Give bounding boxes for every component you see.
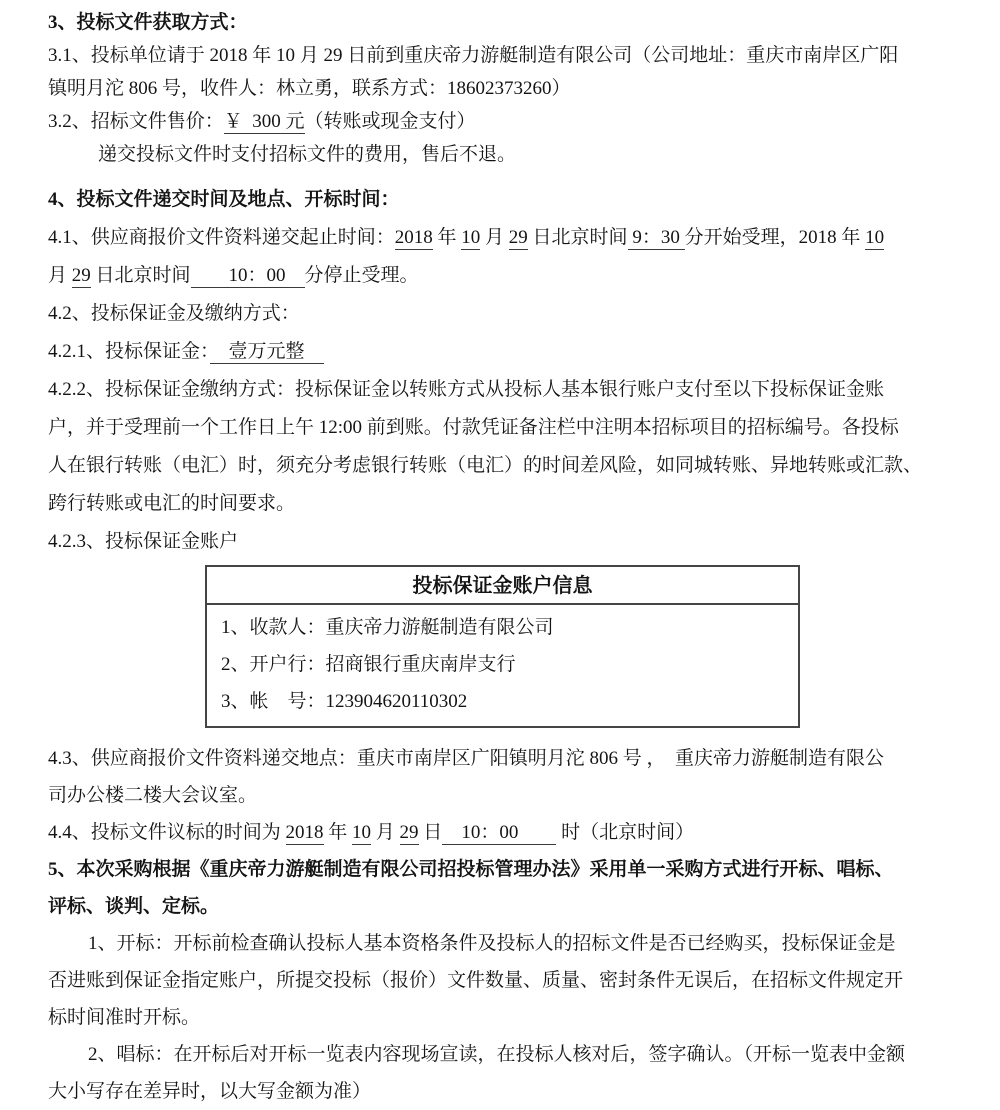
- month-underlined-value: 10: [865, 227, 885, 248]
- section-3-heading: 3、投标文件获取方式：: [48, 12, 248, 33]
- section-4: [48, 181, 964, 561]
- para-4-2: 4.2、投标保证金及缴纳方式：: [48, 303, 300, 324]
- para-4-2-2-line-3: 人在银行转账（电汇）时，须充分考虑银行转账（电汇）的时间差风险，如同城转账、异地转账或汇款、: [48, 455, 923, 476]
- text-segment: 日: [418, 822, 443, 843]
- text-segment: 时（北京时间）: [556, 822, 695, 843]
- text-segment: 月: [480, 227, 509, 248]
- text-segment: 3.2、招标文件售价：: [48, 111, 224, 132]
- text-segment: 日北京时间: [90, 265, 191, 286]
- deposit-account-table-title: 投标保证金账户信息: [207, 567, 798, 605]
- end-time-underlined-value: 10：00: [190, 265, 305, 286]
- text-segment: （转账或现金支付）: [304, 111, 476, 132]
- para-4-3-line-2: 司办公楼二楼大会议室。: [48, 785, 258, 806]
- day-underlined-value: 29: [508, 227, 528, 248]
- month-underlined-value: 10: [461, 227, 481, 248]
- para-5-1-line-2: 否进账到保证金指定账户，所提交投标（报价）文件数量、质量、密封条件无误后，在招标文件规定开: [48, 970, 904, 991]
- text-segment: 分开始受理，2018 年: [684, 227, 866, 248]
- deposit-account-table: [205, 565, 800, 728]
- text-segment: 分停止受理。: [304, 265, 419, 286]
- text-segment: 日北京时间: [527, 227, 628, 248]
- para-5-2-line-2: 大小写存在差异时，以大写金额为准）: [48, 1081, 372, 1102]
- para-3-1-line-2: 镇明月沱 806 号，收件人：林立勇，联系方式：18602373260）: [48, 78, 571, 99]
- text-segment: 4.1、供应商报价文件资料递交起止时间：: [48, 227, 395, 248]
- section-5-heading-line-2: 评标、谈判、定标。: [48, 896, 220, 917]
- section-5-heading-line-1: 5、本次采购根据《重庆帝力游艇制造有限公司招投标管理办法》采用单一采购方式进行开标、唱标、: [48, 859, 894, 880]
- para-4-3-line-1: 4.3、供应商报价文件资料递交地点：重庆市南岸区广阳镇明月沱 806 号 ， 重庆帝力游艇制造有限公: [48, 748, 885, 769]
- table-row-account-number: 3、帐 号：123904620110302: [221, 691, 468, 712]
- para-4-4: [48, 814, 964, 851]
- text-segment: 4.4、投标文件议标的时间为: [48, 822, 286, 843]
- year-underlined-value: 2018: [285, 822, 324, 843]
- time-underlined-value: 10：00: [442, 822, 557, 843]
- para-4-2-2-line-4: 跨行转账或电汇的时间要求。: [48, 493, 296, 514]
- section-4-tail-and-5: [48, 740, 964, 1110]
- month-underlined-value: 10: [352, 822, 372, 843]
- year-underlined-value: 2018: [394, 227, 433, 248]
- text-segment: 4.2.1、投标保证金：: [48, 341, 210, 362]
- table-row-payee: 1、收款人：重庆帝力游艇制造有限公司: [221, 617, 554, 638]
- para-4-2-2-line-1: 4.2.2、投标保证金缴纳方式：投标保证金以转账方式从投标人基本银行账户支付至以下投标保证金账: [48, 379, 885, 400]
- text-segment: 年: [323, 822, 353, 843]
- para-4-2-1: [48, 333, 964, 371]
- para-3-2-fee-note: 递交投标文件时支付招标文件的费用，售后不退。: [98, 144, 517, 165]
- section-3: [48, 6, 964, 171]
- para-4-1-line-2: [48, 257, 964, 295]
- deposit-amount-underlined-value: 壹万元整: [209, 341, 324, 362]
- start-time-underlined-value: 9：30: [627, 227, 685, 248]
- text-segment: 年: [432, 227, 462, 248]
- text-segment: 月: [371, 822, 400, 843]
- para-3-1-line-1: 3.1、投标单位请于 2018 年 10 月 29 日前到重庆帝力游艇制造有限公司（公司地址：重庆市南岸区广阳: [48, 45, 899, 66]
- para-4-2-3: 4.2.3、投标保证金账户: [48, 531, 239, 552]
- day-underlined-value: 29: [399, 822, 419, 843]
- section-4-heading: 4、投标文件递交时间及地点、开标时间：: [48, 189, 400, 210]
- price-underlined-value: ￥ 300 元: [223, 111, 305, 132]
- text-segment: 月: [48, 265, 72, 286]
- table-row-bank: 2、开户行：招商银行重庆南岸支行: [221, 654, 516, 675]
- day-underlined-value: 29: [71, 265, 91, 286]
- para-4-1-line-1: [48, 219, 964, 257]
- para-5-1-line-1: 1、开标：开标前检查确认投标人基本资格条件及投标人的招标文件是否已经购买，投标保证金是: [88, 933, 896, 954]
- para-4-2-2-line-2: 户，并于受理前一个工作日上午 12:00 前到账。付款凭证备注栏中注明本招标项目的招标编号。各投标: [48, 417, 899, 438]
- para-3-2: [48, 105, 964, 138]
- para-5-2-line-1: 2、唱标：在开标后对开标一览表内容现场宣读，在投标人核对后，签字确认。（开标一览表中金额: [88, 1044, 906, 1065]
- para-5-1-line-3: 标时间准时开标。: [48, 1007, 201, 1028]
- deposit-account-table-body: [207, 605, 798, 726]
